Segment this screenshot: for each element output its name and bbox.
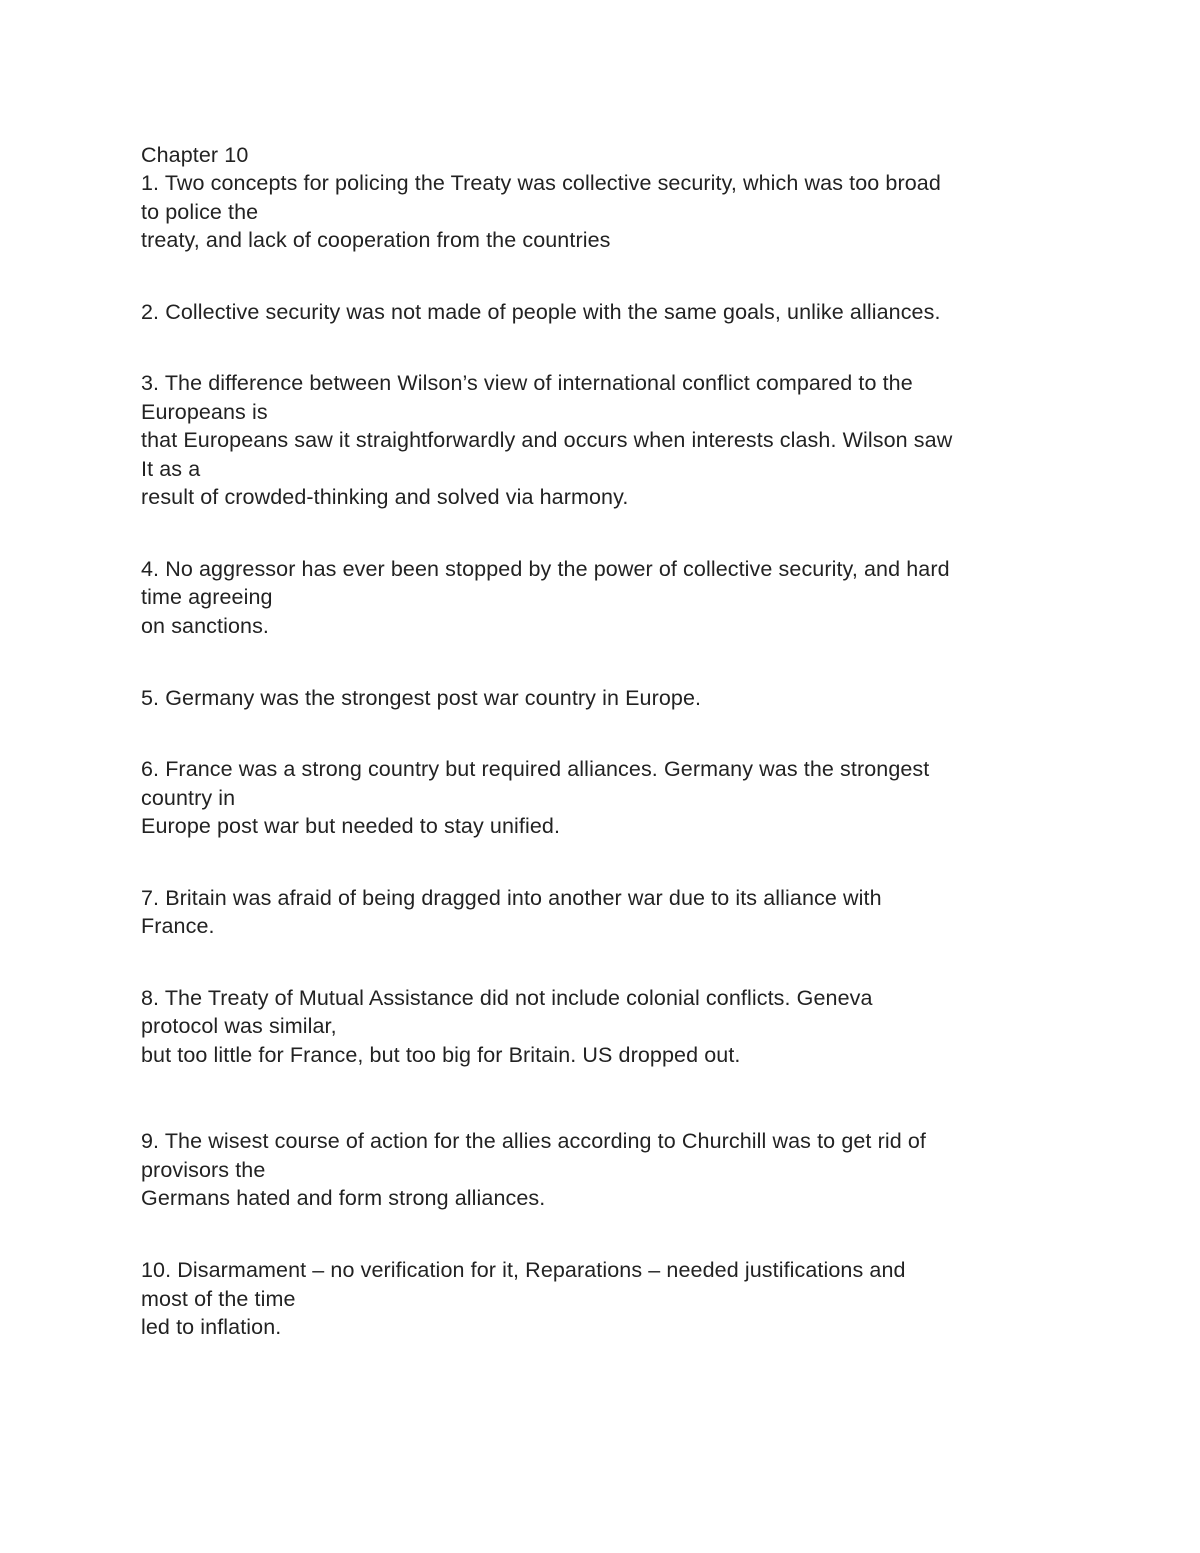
text-line: 7. Britain was afraid of being dragged into another war due to its alliance with — [141, 886, 882, 910]
text-line: country in — [141, 786, 236, 810]
text-line: 10. Disarmament – no verification for it, Reparations – needed justifications and — [141, 1258, 906, 1282]
text-line: to police the — [141, 200, 259, 224]
page-title: Chapter 10 — [141, 143, 249, 167]
text-line: It as a — [141, 457, 201, 481]
text-line: provisors the — [141, 1158, 266, 1182]
text-line: on sanctions. — [141, 614, 269, 638]
text-line: France. — [141, 914, 215, 938]
text-line: Europeans is — [141, 400, 268, 424]
text-line: protocol was similar, — [141, 1014, 337, 1038]
text-line: that Europeans saw it straightforwardly and occurs when interests clash. Wilson saw — [141, 428, 953, 452]
text-line: 8. The Treaty of Mutual Assistance did not include colonial conflicts. Geneva — [141, 986, 873, 1010]
text-line: time agreeing — [141, 585, 273, 609]
text-line: 4. No aggressor has ever been stopped by the power of collective security, and hard — [141, 557, 950, 581]
text-line: 6. France was a strong country but required alliances. Germany was the strongest — [141, 757, 930, 781]
text-line: Germans hated and form strong alliances. — [141, 1186, 546, 1210]
text-line: but too little for France, but too big for Britain. US dropped out. — [141, 1043, 741, 1067]
text-line: 3. The difference between Wilson’s view of international conflict compared to the — [141, 371, 913, 395]
text-line: treaty, and lack of cooperation from the countries — [141, 228, 611, 252]
text-line: 1. Two concepts for policing the Treaty was collective security, which was too broad — [141, 171, 941, 195]
text-line: led to inflation. — [141, 1315, 282, 1339]
text-line: 5. Germany was the strongest post war country in Europe. — [141, 686, 702, 710]
text-line: Europe post war but needed to stay unified. — [141, 814, 561, 838]
text-line: result of crowded-thinking and solved via harmony. — [141, 485, 629, 509]
text-line: most of the time — [141, 1287, 296, 1311]
text-line: 9. The wisest course of action for the allies according to Churchill was to get rid of — [141, 1129, 926, 1153]
text-line: 2. Collective security was not made of people with the same goals, unlike alliances. — [141, 300, 941, 324]
